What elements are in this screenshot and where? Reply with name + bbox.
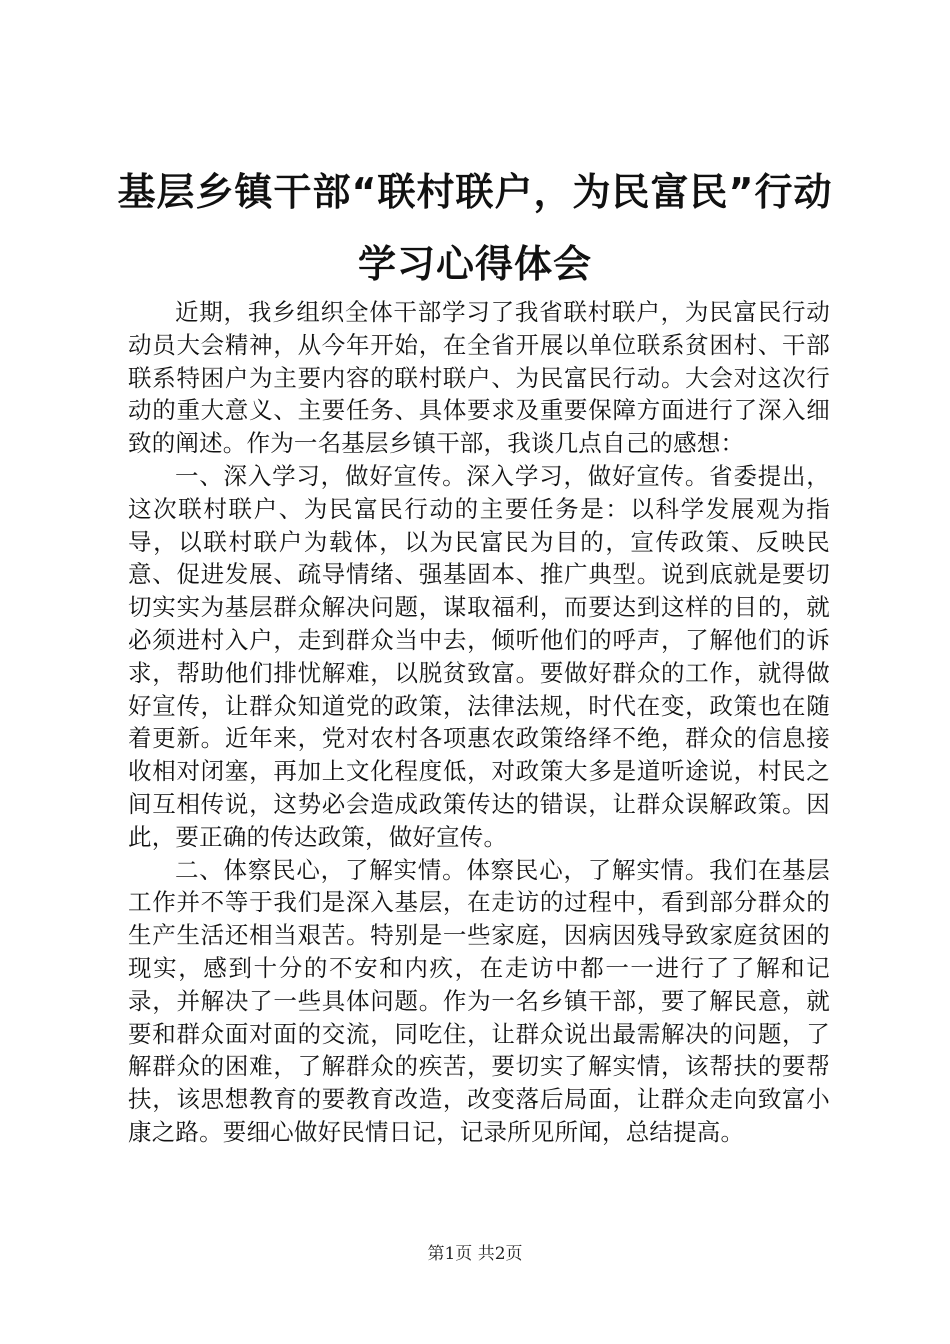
page-number-footer: 第1页 共2页 — [427, 1244, 523, 1264]
document-body — [128, 296, 830, 1149]
paragraph-section-1: 一、深入学习，做好宣传。深入学习，做好宣传。省委提出，这次联村联户、为民富民行动的主要任务是：以科学发展观为指导，以联村联户为载体，以为民富民为目的，宣传政策、反映民意、促进发展、疏导情绪、强基固本、推广典型。说到底就是要切切实实为基层群众解决问题，谋取福利，而要达到这样的目的，就必须进村入户，走到群众当中去，倾听他们的呼声，了解他们的诉求，帮助他们排忧解难，以脱贫致富。要做好群众的工作，就得做好宣传，让群众知道党的政策，法律法规，时代在变，政策也在随着更新。近年来，党对农村各项惠农政策络绎不绝，群众的信息接收相对闭塞，再加上文化程度低，对政策大多是道听途说，村民之间互相传说，这势必会造成政策传达的错误，让群众误解政策。因此，要正确的传达政策，做好宣传。 — [128, 461, 830, 851]
document-title: 基层乡镇干部“联村联户，为民富民”行动学习心得体会 — [117, 170, 833, 286]
paragraph-section-2: 二、体察民心，了解实情。体察民心，了解实情。我们在基层工作并不等于我们是深入基层，在走访的过程中，看到部分群众的生产生活还相当艰苦。特别是一些家庭，因病因残导致家庭贫困的现实，感到十分的不安和内疚，在走访中都一一进行了了解和记录，并解决了一些具体问题。作为一名乡镇干部，要了解民意，就要和群众面对面的交流，同吃住，让群众说出最需解决的问题，了解群众的困难，了解群众的疾苦，要切实了解实情，该帮扶的要帮扶，该思想教育的要教育改造，改变落后局面，让群众走向致富小康之路。要细心做好民情日记，记录所见所闻，总结提高。 — [128, 855, 830, 1146]
paragraph-intro: 近期，我乡组织全体干部学习了我省联村联户，为民富民行动动员大会精神，从今年开始，在全省开展以单位联系贫困村、干部联系特困户为主要内容的联村联户、为民富民行动。大会对这次行动的重大意义、主要任务、具体要求及重要保障方面进行了深入细致的阐述。作为一名基层乡镇干部，我谈几点自己的感想： — [128, 298, 830, 458]
